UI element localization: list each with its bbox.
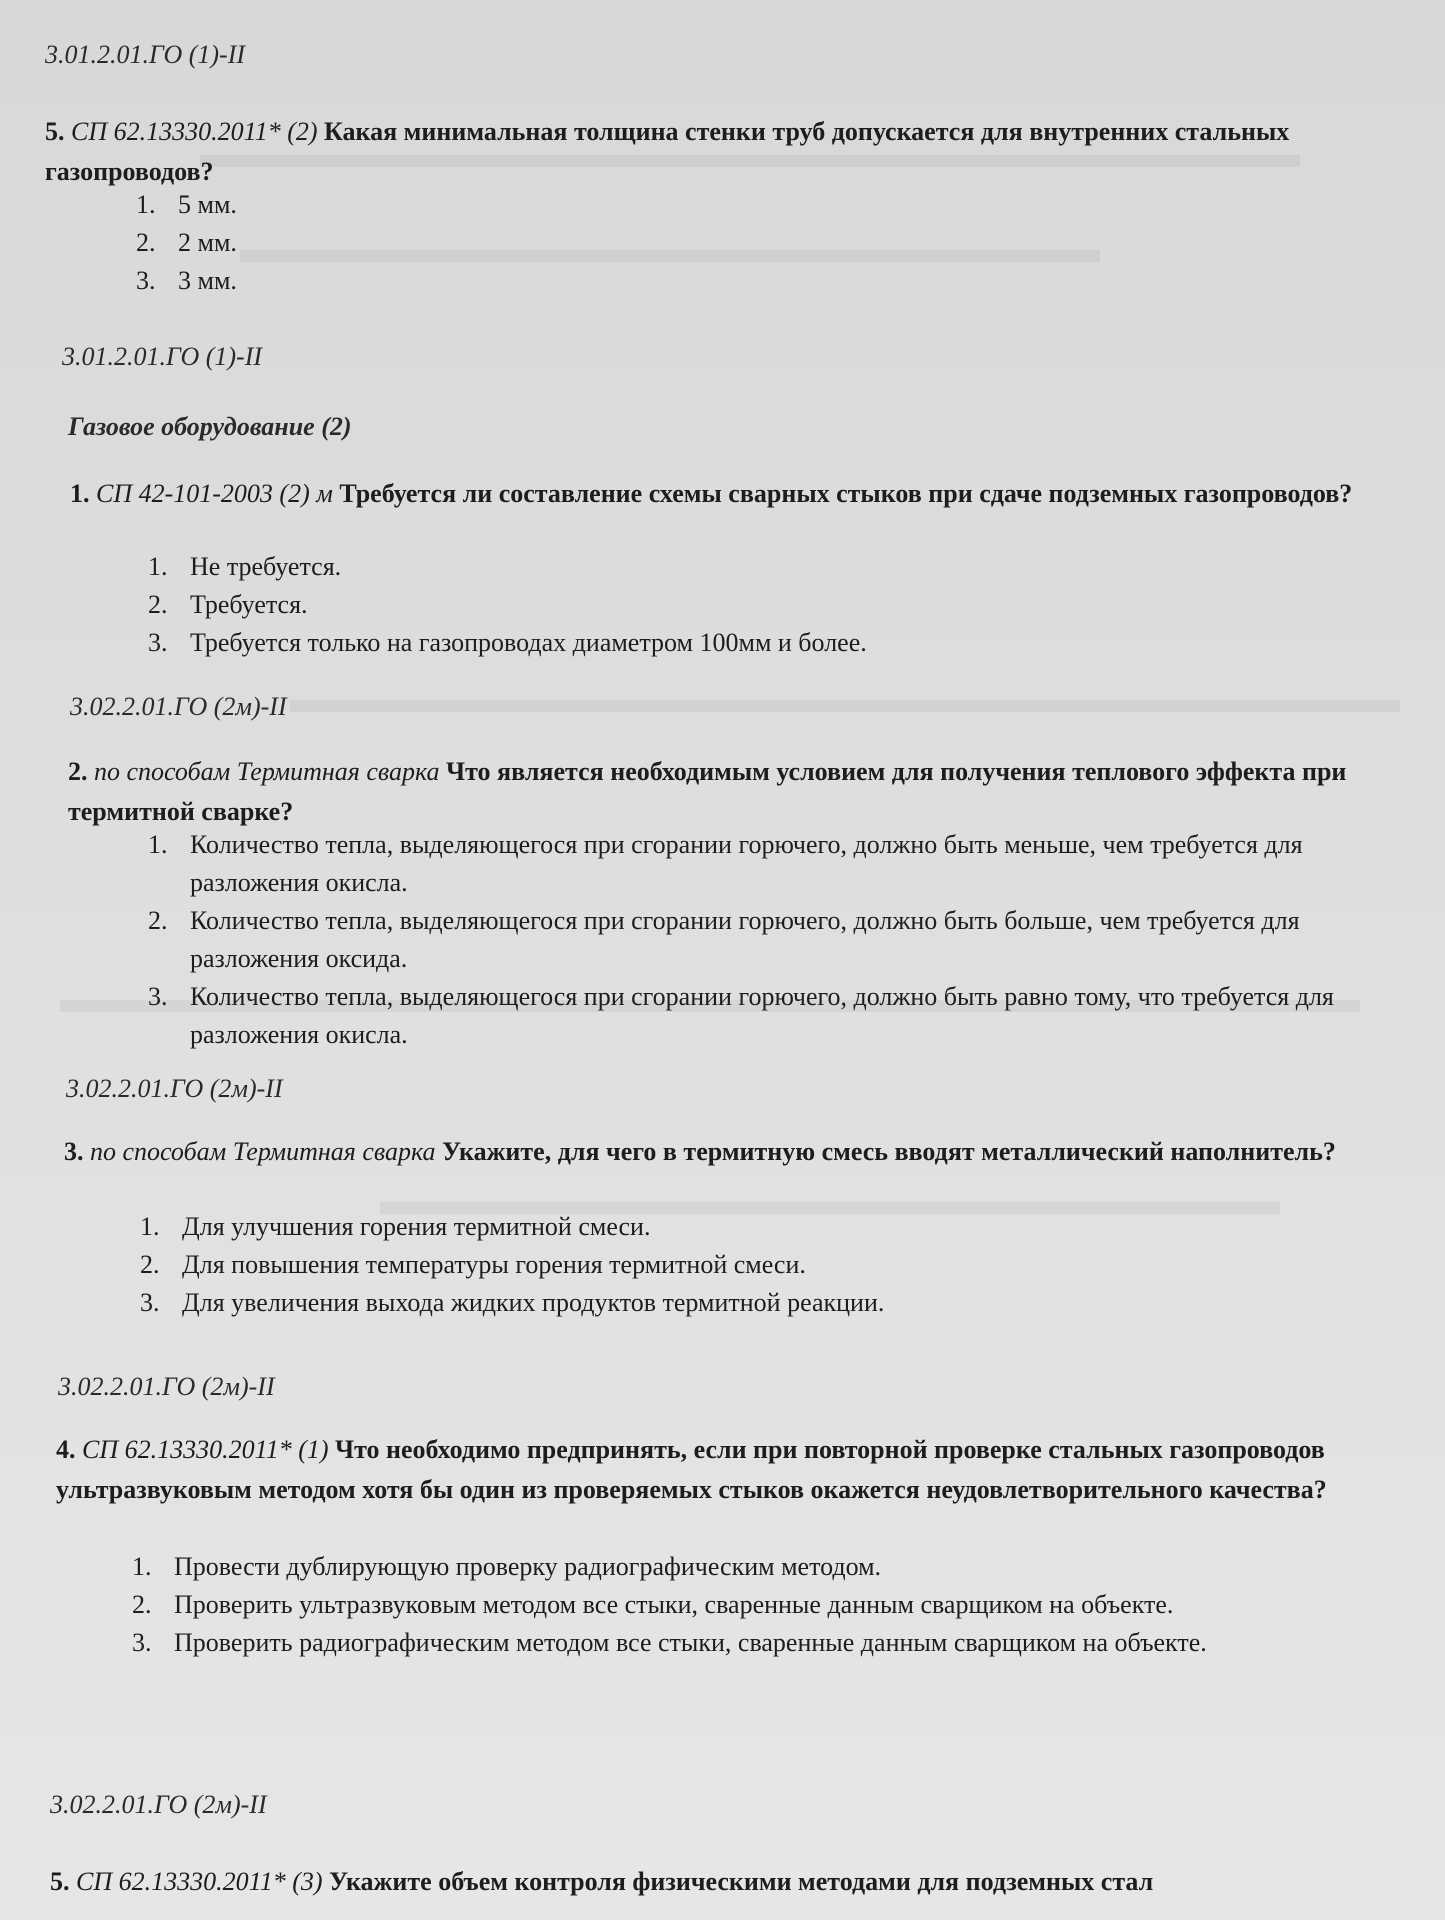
question-text: Что необходимо предпринять, если при повторной проверке стальных газопроводов ультразвуковым методом хотя бы один из проверяемых стыков окажется неудовлетворительного качества? (56, 1435, 1327, 1504)
question-reference: по способам Термитная сварка (94, 757, 440, 786)
answer-list (132, 1548, 1372, 1662)
answer-item: 1. Для улучшения горения термитной смеси. (140, 1212, 651, 1241)
question-number: 2. (68, 757, 88, 786)
answer-item: 2. Требуется. (148, 590, 308, 619)
question-code: 3.02.2.01.ГО (2м)-II (66, 1074, 283, 1103)
answer-item: 3. Для увеличения выхода жидких продуктов термитной реакции. (140, 1288, 885, 1317)
question-number: 3. (64, 1137, 84, 1166)
question-reference: СП 62.13330.2011* (2) (71, 117, 318, 146)
answer-list (140, 1208, 1380, 1322)
question-reference: по способам Термитная сварка (90, 1137, 436, 1166)
question-code: 3.01.2.01.ГО (1)-II (62, 342, 263, 371)
question-number: 5. (45, 117, 65, 146)
answer-item: 3. 3 мм. (136, 266, 237, 295)
answer-item: 2. Проверить ультразвуковым методом все стыки, сваренные данным сварщиком на объекте. (132, 1590, 1174, 1619)
answer-item: 2. Количество тепла, выделяющегося при сгорании горючего, должно быть больше, чем требуется для разложения оксида. (148, 906, 1300, 973)
question-block (56, 1430, 1436, 1510)
question-code: 3.02.2.01.ГО (2м)-II (70, 692, 287, 721)
question-reference: СП 62.13330.2011* (1) (82, 1435, 329, 1464)
question-block (70, 474, 1390, 514)
question-block (68, 752, 1408, 832)
answer-item: 2. Для повышения температуры горения термитной смеси. (140, 1250, 806, 1279)
question-text: Укажите, для чего в термитную смесь вводят металлический наполнитель? (442, 1137, 1336, 1166)
question-block (50, 1862, 1445, 1902)
answer-list (136, 186, 1336, 300)
answer-item: 3. Количество тепла, выделяющегося при сгорании горючего, должно быть равно тому, что требуется для разложения окисла. (148, 982, 1334, 1049)
question-text: Какая минимальная толщина стенки труб допускается для внутренних стальных газопроводов? (45, 117, 1290, 186)
answer-list (148, 826, 1388, 1054)
bleed-through-line (290, 700, 1400, 712)
question-code: 3.02.2.01.ГО (2м)-II (50, 1790, 267, 1819)
question-text: Укажите объем контроля физическими методами для подземных стал (329, 1867, 1154, 1896)
question-reference: СП 62.13330.2011* (3) (76, 1867, 323, 1896)
question-reference: СП 42-101-2003 (2) м (96, 479, 333, 508)
question-number: 4. (56, 1435, 76, 1464)
question-number: 1. (70, 479, 90, 508)
answer-list (148, 548, 1348, 662)
question-block (45, 112, 1415, 192)
question-code: 3.02.2.01.ГО (2м)-II (58, 1372, 275, 1401)
question-text: Что является необходимым условием для получения теплового эффекта при термитной сварке? (68, 757, 1347, 826)
question-text: Требуется ли составление схемы сварных стыков при сдаче подземных газопроводов? (339, 479, 1353, 508)
section-heading: Газовое оборудование (2) (68, 412, 352, 441)
answer-item: 2. 2 мм. (136, 228, 237, 257)
answer-item: 1. 5 мм. (136, 190, 237, 219)
answer-item: 1. Количество тепла, выделяющегося при сгорании горючего, должно быть меньше, чем требуется для разложения окисла. (148, 830, 1303, 897)
question-number: 5. (50, 1867, 70, 1896)
answer-item: 1. Не требуется. (148, 552, 342, 581)
answer-item: 1. Провести дублирующую проверку радиографическим методом. (132, 1552, 882, 1581)
question-code: 3.01.2.01.ГО (1)-II (45, 40, 246, 69)
question-block (64, 1132, 1404, 1172)
answer-item: 3. Требуется только на газопроводах диаметром 100мм и более. (148, 628, 867, 657)
answer-item: 3. Проверить радиографическим методом все стыки, сваренные данным сварщиком на объекте. (132, 1628, 1207, 1657)
